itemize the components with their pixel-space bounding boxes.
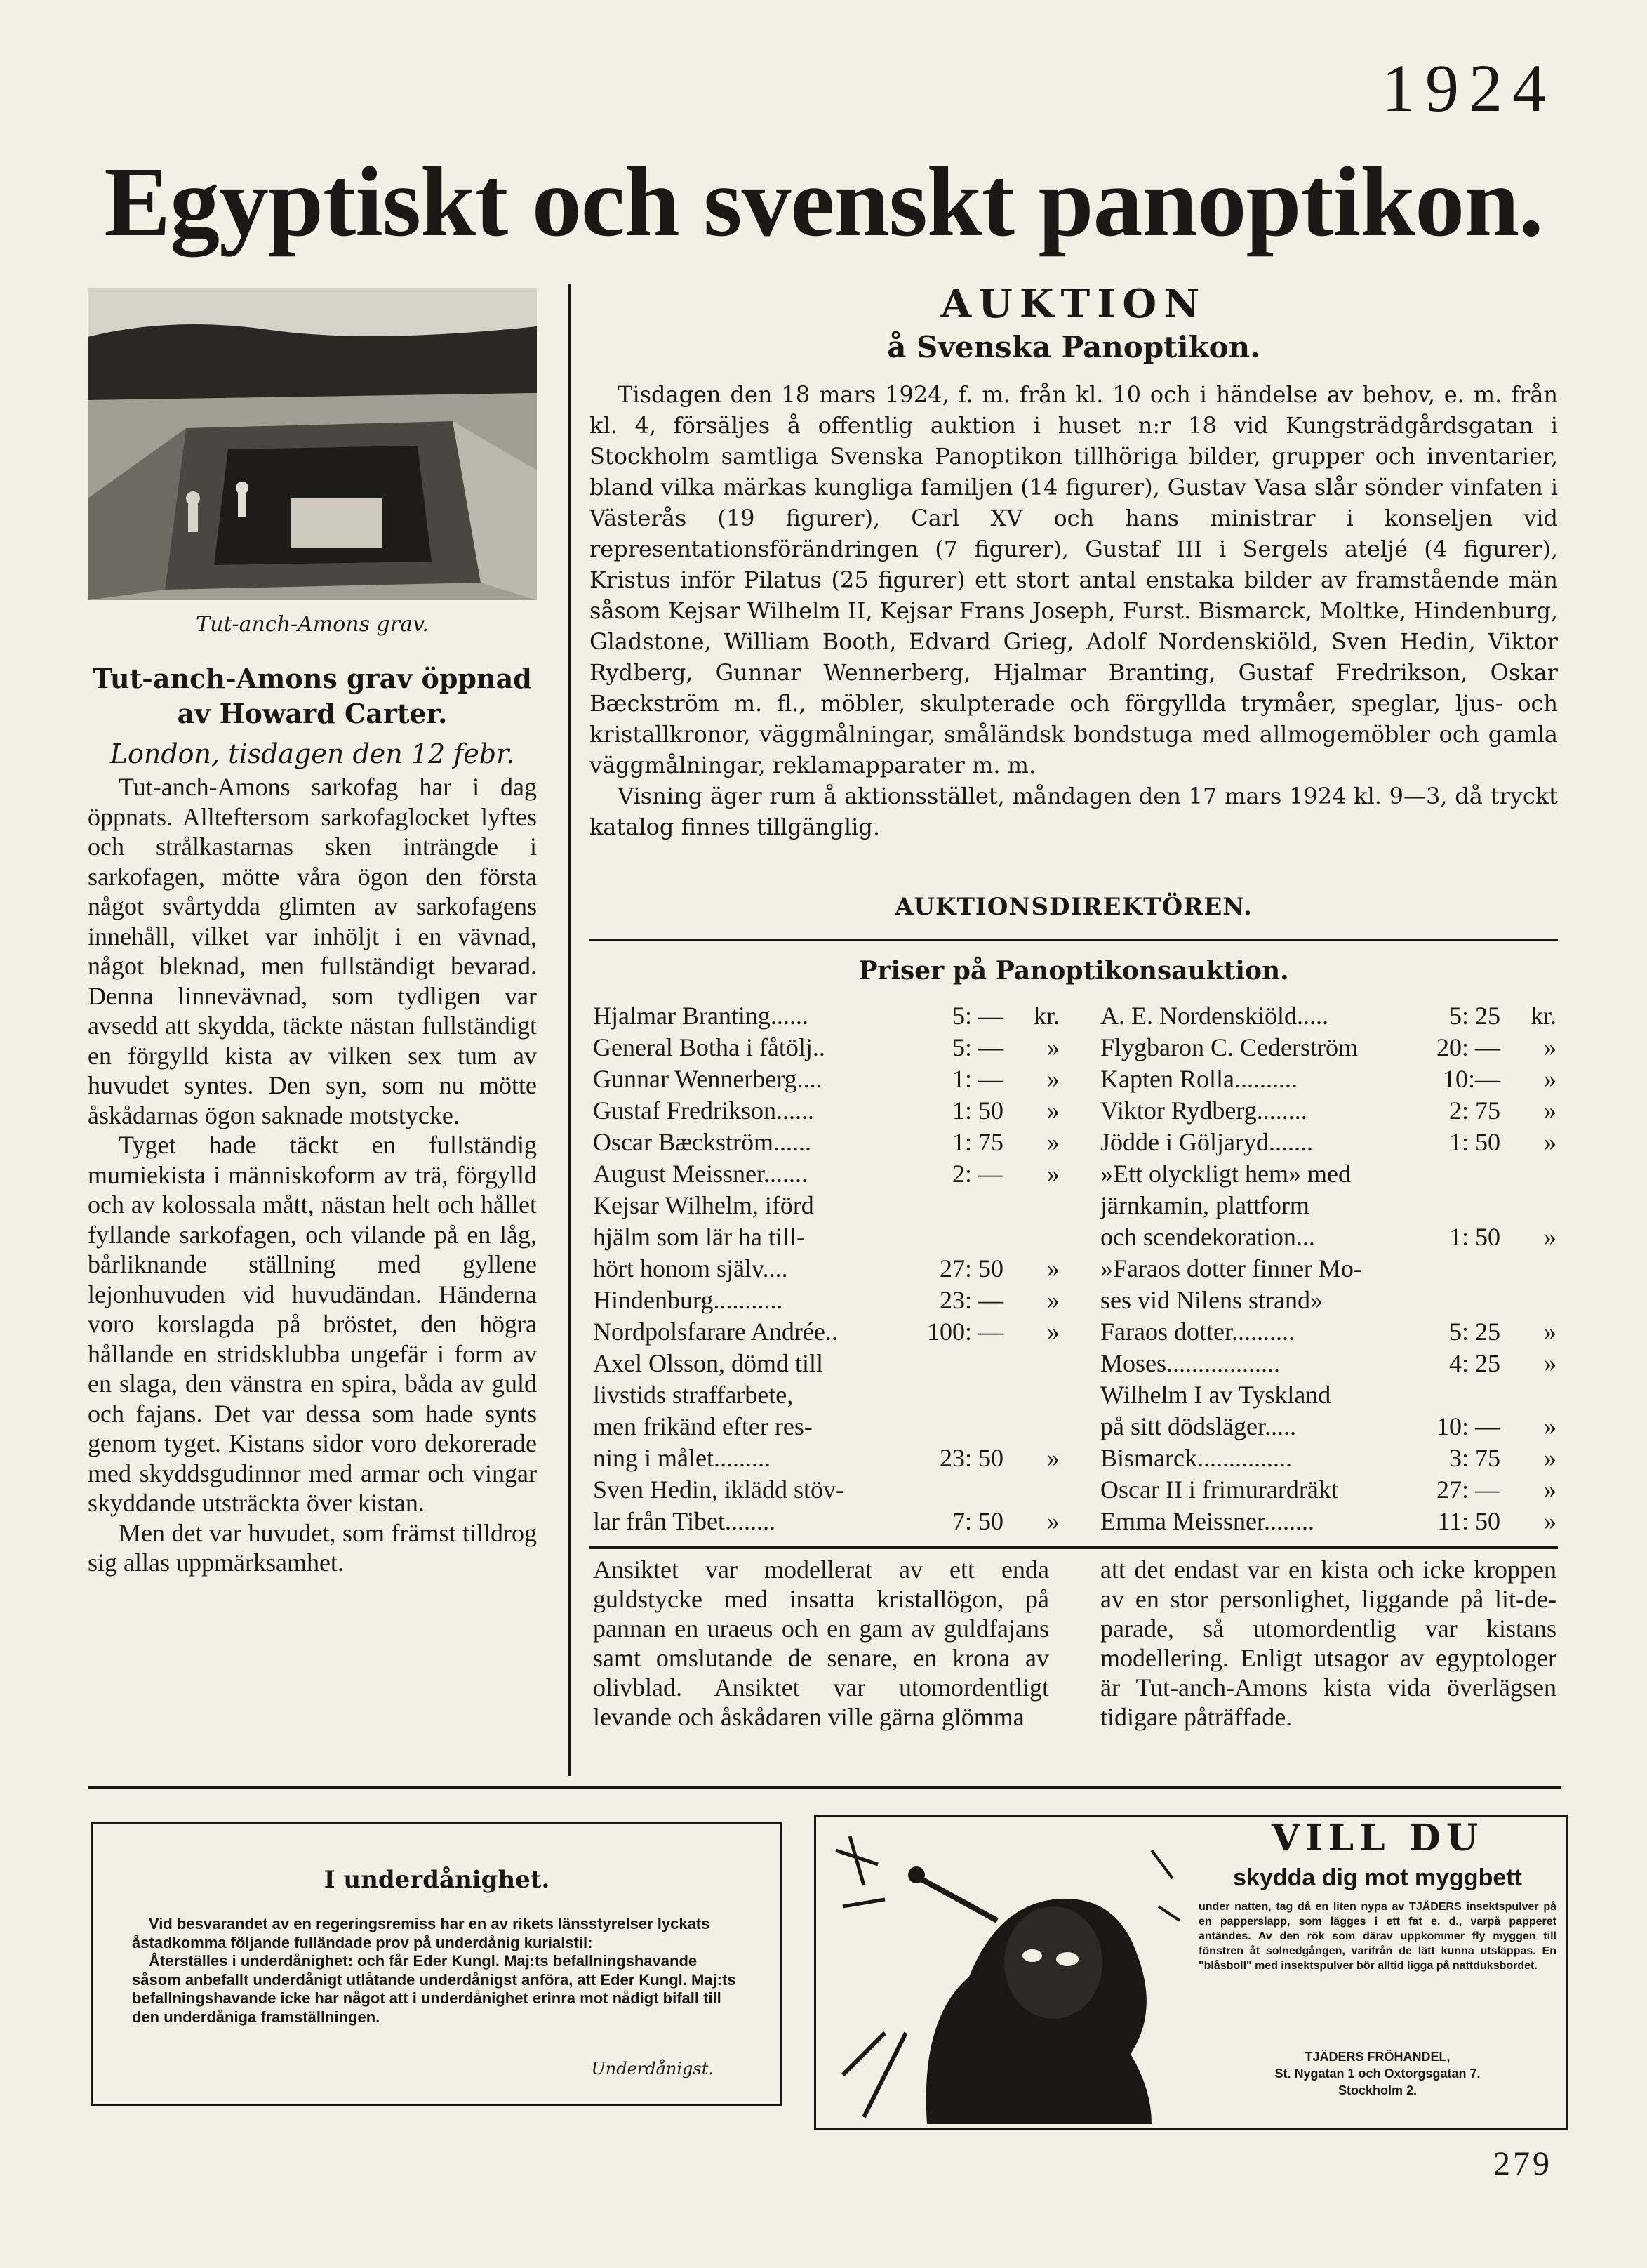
price-row [1100,1000,1556,1032]
price-row [1100,1506,1556,1537]
price-item-amount: 20: — [1436,1033,1500,1061]
price-item-amount: 27: — [1436,1475,1500,1504]
price-item-amount: 5: 25 [1448,1002,1500,1030]
price-row [1100,1190,1556,1221]
price-item-unit: » [1544,1096,1556,1125]
price-row [593,1506,1060,1537]
price-item-amount: 10: — [1436,1412,1500,1440]
price-item-name: järnkamin, plattform [1100,1191,1309,1219]
price-item-unit: » [1544,1065,1556,1093]
price-item-name: A. E. Nordenskiöld..... [1100,1002,1328,1030]
price-item-name: hört honom själv.... [593,1254,788,1282]
price-item-unit: » [1544,1318,1556,1346]
article-paragraph: Men det var huvudet, som främst tilldrog sig allas uppmärksamhet. [88,1518,537,1577]
price-item-name: »Faraos dotter finner Mo- [1100,1254,1362,1282]
price-item-name: ning i målet......... [593,1444,771,1472]
price-row [593,1379,1060,1411]
price-row [1100,1379,1556,1411]
price-item-unit: kr. [1033,1002,1060,1030]
price-item-name: men frikänd efter res- [593,1412,813,1440]
article-body [88,772,537,1578]
photo-caption: Tut-anch-Amons grav. [196,612,429,637]
price-item-name: General Botha i fåtölj.. [593,1033,825,1061]
price-item-name: Hjalmar Branting...... [593,1002,808,1030]
price-item-name: August Meissner....... [593,1160,808,1188]
auction-signature: AUKTIONSDIREKTÖREN. [895,893,1253,921]
article-headline [88,661,537,731]
underdanighet-box [91,1822,782,2106]
price-row [593,1348,1060,1379]
price-item-unit: » [1544,1349,1556,1377]
price-item-unit: » [1047,1033,1060,1061]
price-row [593,1221,1060,1253]
ad-body: under natten, tag då en liten nypa av TJÄDERS insektspulver på en papperslapp, som lägges i ett fat e. d., varpå papperet antändes. Av den rök som därav uppkommer fly myggen till fönstren åt solnedgången, varifrån de lätt kunna utsläppas. En "blåsboll" med insektspulver bör alltid ligga på nattduksbordet. [1199,1901,1556,1972]
price-row [1100,1032,1556,1063]
price-item-unit: » [1544,1412,1556,1440]
price-item-unit: » [1544,1507,1556,1535]
column-divider [568,284,571,1776]
price-item-unit: » [1544,1444,1556,1472]
price-item-unit: » [1047,1507,1060,1535]
price-row [593,1253,1060,1285]
auction-paragraph: Visning äger rum å aktionsstället, måndagen den 17 mars 1924 kl. 9—3, då tryckt katalog finnes tillgänglig. [589,783,1558,840]
ad-address-line: TJÄDERS FRÖHANDEL, [1305,2050,1451,2064]
price-item-unit: » [1047,1096,1060,1125]
price-row [1100,1474,1556,1506]
price-row [593,1316,1060,1348]
price-item-amount: 100: — [926,1318,1003,1346]
price-row [1100,1316,1556,1348]
bottom-section-divider [88,1786,1561,1789]
underdanighet-body [132,1915,742,2027]
article-dateline: London, tisdagen den 12 febr. [109,738,515,769]
price-item-amount: 11: 50 [1437,1507,1500,1535]
price-row [593,1095,1060,1127]
underdanighet-paragraph: Vid besvarandet av en regeringsremiss har en av rikets länsstyrelser lyckats åstadkomma följande fulländade prov på underdånig kurialstil: [132,1915,710,1951]
price-item-name: Kejsar Wilhelm, iförd [593,1191,814,1219]
ad-subtitle: skydda dig mot myggbett [1233,1864,1522,1891]
price-row [1100,1253,1556,1285]
prices-bottom-divider [589,1546,1558,1549]
price-item-unit: » [1047,1286,1060,1314]
page-headline: Egyptiskt och svenskt panoptikon. [104,146,1543,257]
auction-title: AUKTION [940,281,1207,327]
price-item-name: Bismarck............... [1100,1444,1292,1472]
price-item-amount: 10:— [1442,1065,1500,1093]
price-item-unit: kr. [1530,1002,1556,1030]
price-item-unit: » [1047,1128,1060,1156]
price-item-unit: » [1047,1065,1060,1093]
price-item-unit: » [1544,1033,1556,1061]
price-item-unit: » [1047,1254,1060,1282]
price-item-amount: 23: — [939,1286,1003,1314]
article-headline-line1: Tut-anch-Amons grav öppnad [93,663,532,694]
price-item-name: Gunnar Wennerberg.... [593,1065,822,1093]
underdanighet-title: I underdånighet. [324,1866,550,1894]
price-item-amount: 4: 25 [1448,1349,1500,1377]
price-row [593,1000,1060,1032]
price-row [593,1474,1060,1506]
price-item-amount: 1: 75 [952,1128,1003,1156]
price-row [593,1411,1060,1443]
price-row [593,1063,1060,1095]
price-item-name: Gustaf Fredrikson...... [593,1096,814,1125]
price-row [1100,1443,1556,1474]
auction-paragraph: Tisdagen den 18 mars 1924, f. m. från kl. 10 och i händelse av behov, e. m. från kl. 4, försäljes å offentlig auktion i huset n:r 18 vid Kungsträdgårdsgatan i Stockholm samtliga Svenska Panoptikon tillhöriga bilder, grupper och inventarier, bland vilka märkas kungliga familjen (14 figurer), Gustav Vasa slår sönder vinfaten i Västerås (19 figurer), Carl XV och hans ministrar i konseljen vid representationsförändringen (7 figurer), Gustaf III i Sergels ateljé (4 figurer), Kristus inför Pilatus (25 figurer) ett stort antal enstaka bilder av framstående män såsom Kejsar Wilhelm II, Kejsar Frans Joseph, Furst. Bismarck, Moltke, Hindenburg, Gladstone, William Booth, Edvard Grieg, Adolf Nordenskiöld, Sven Hedin, Viktor Rydberg, Gunnar Wennerberg, Hjalmar Branting, Gustaf Fredrikson, Oskar Bæckström m. fl., möbler, skulpterade och förgyllda trymåer, speglar, ljus- och kristallkronor, väggmålningar, småländsk bondstuga med allmogemöbler och gamla väggmålningar, reklamapparater m. m. [589,381,1558,778]
price-row [593,1190,1060,1221]
price-row [1100,1411,1556,1443]
price-item-unit: » [1544,1223,1556,1251]
page-number: 279 [1493,2145,1552,2182]
price-item-name: Sven Hedin, iklädd stöv- [593,1475,844,1504]
price-item-name: »Ett olyckligt hem» med [1100,1160,1351,1188]
price-item-amount: 1: 50 [1448,1223,1500,1251]
price-item-name: och scendekoration... [1100,1223,1315,1251]
ad-address-line: Stockholm 2. [1338,2083,1418,2097]
price-item-name: Faraos dotter.......... [1100,1318,1295,1346]
price-item-name: Emma Meissner........ [1100,1507,1314,1535]
price-item-name: livstids straffarbete, [593,1381,794,1409]
price-item-name: Hindenburg........... [593,1286,783,1314]
prices-title: Priser på Panoptikonsauktion. [858,956,1289,986]
price-item-name: Jödde i Göljaryd....... [1100,1128,1313,1156]
price-item-amount: 23: 50 [939,1444,1003,1472]
price-item-amount: 1: 50 [1448,1128,1500,1156]
price-row [1100,1221,1556,1253]
price-item-amount: 1: 50 [952,1096,1003,1125]
price-list-left [593,1000,1060,1537]
price-row [1100,1063,1556,1095]
price-item-unit: » [1047,1318,1060,1346]
section-divider [589,939,1558,941]
price-item-amount: 1: — [952,1065,1003,1093]
price-item-unit: » [1544,1128,1556,1156]
price-item-amount: 5: — [952,1002,1003,1030]
price-item-amount: 2: 75 [1448,1096,1500,1125]
underdanighet-signoff: Underdånigst. [591,2059,714,2078]
price-row [1100,1348,1556,1379]
page-year: 1924 [1382,51,1556,126]
price-row [1100,1158,1556,1190]
price-row [1100,1127,1556,1158]
price-item-amount: 7: 50 [952,1507,1003,1535]
price-row [593,1127,1060,1158]
price-item-name: Flygbaron C. Cederström [1100,1033,1358,1061]
price-item-name: på sitt dödsläger..... [1100,1412,1296,1440]
price-item-amount: 3: 75 [1448,1444,1500,1472]
article-paragraph: Tut-anch-Amons sarkofag har i dag öppnats. Allteftersom sarkofaglocket lyftes och strålkastarnas sken inträngde i sarkofagen, mötte våra ögon den första något svårtydda glimten av sarkofagens innehåll, vilket var inhöljt i en vävnad, något bleknad, men fullständigt bevarad. Denna linnevävnad, som tydligen var avsedd att skydda, täckte nästan fullständigt en förgylld kista av vilken sex tum av huvudet syntes. Den syn, som nu mötte åskådarnas ögon saknade motstycke. [88,773,537,1129]
continuation-column-b: att det endast var en kista och icke kroppen av en stor personlighet, liggande på lit-de-parade, så utomordentlig var kistans modellering. Enligt utsagor av egyptologer är Tut-anch-Amons kista vida överlägsen tidigare påträffade. [1100,1556,1556,1731]
price-item-name: Wilhelm I av Tyskland [1100,1381,1331,1409]
article-paragraph: Tyget hade täckt en fullständig mumiekista i människoform av trä, förgylld och av kolossala mått, nästan helt och hållet fyllande sarkofagen, och vilande på en låg, bårliknande ställning med gyllene lejonhuvuden vid huvudändan. Händerna voro korslagda på bröstet, den högra hållande en stridsklubba ungefär i form av en slaga, den vänstra en spira, båda av guld och fajans. Det var dessa som hade synts genom tyget. Kistans sidor voro dekorerade med skyddsgudinnor med armar och vingar skyddande utsträckta över kistan. [88,1131,537,1517]
price-row [593,1158,1060,1190]
price-item-name: ses vid Nilens strand» [1100,1286,1323,1314]
auction-subtitle: å Svenska Panoptikon. [887,330,1260,364]
article-headline-line2: av Howard Carter. [177,698,448,729]
price-item-unit: » [1544,1475,1556,1504]
price-item-name: Kapten Rolla.......... [1100,1065,1298,1093]
price-item-name: Oscar II i frimurardräkt [1100,1475,1338,1504]
underdanighet-paragraph: Återställes i underdånighet: och får Eder Kungl. Maj:ts befallningshavande såsom anbefallt underdånigt utlåtande underdånigst anföra, att Eder Kungl. Maj:ts befallningshavande icke har något att i underdånighet erinra mot nådigt bifall till den underdåniga framställningen. [132,1952,736,2026]
price-item-amount: 27: 50 [939,1254,1003,1282]
insect-powder-ad [814,1815,1568,2130]
ad-title: VILL DU [1271,1817,1484,1859]
price-row [593,1285,1060,1316]
price-row [1100,1095,1556,1127]
price-item-amount: 5: — [952,1033,1003,1061]
price-item-amount: 5: 25 [1448,1318,1500,1346]
price-row [593,1443,1060,1474]
price-item-name: lar från Tibet........ [593,1507,775,1535]
price-row [593,1032,1060,1063]
price-list-right [1100,1000,1556,1537]
price-item-name: Nordpolsfarare Andrée.. [593,1318,838,1346]
price-item-amount: 2: — [952,1160,1003,1188]
price-item-name: Oscar Bæckström...... [593,1128,811,1156]
ad-address-line: St. Nygatan 1 och Oxtorgsgatan 7. [1274,2067,1481,2081]
price-item-name: Viktor Rydberg........ [1100,1096,1307,1125]
ad-woodcut-illustration [822,1822,1187,2124]
continuation-column-a: Ansiktet var modellerat av ett enda guldstycke med insatta kristallögon, på pannan en uraeus och en gam av guldfajans samt omslutande de senare, en krona av olivblad. Ansiktet var utomordentligt levande och åskådaren ville gärna glömma [593,1556,1049,1731]
price-item-name: hjälm som lär ha till- [593,1223,805,1251]
tomb-photo [88,288,537,600]
price-item-unit: » [1047,1160,1060,1188]
ad-address [1195,2048,1560,2099]
auction-body [589,379,1558,842]
price-item-unit: » [1047,1444,1060,1472]
price-item-name: Axel Olsson, dömd till [593,1349,824,1377]
price-row [1100,1285,1556,1316]
price-item-name: Moses.................. [1100,1349,1281,1377]
